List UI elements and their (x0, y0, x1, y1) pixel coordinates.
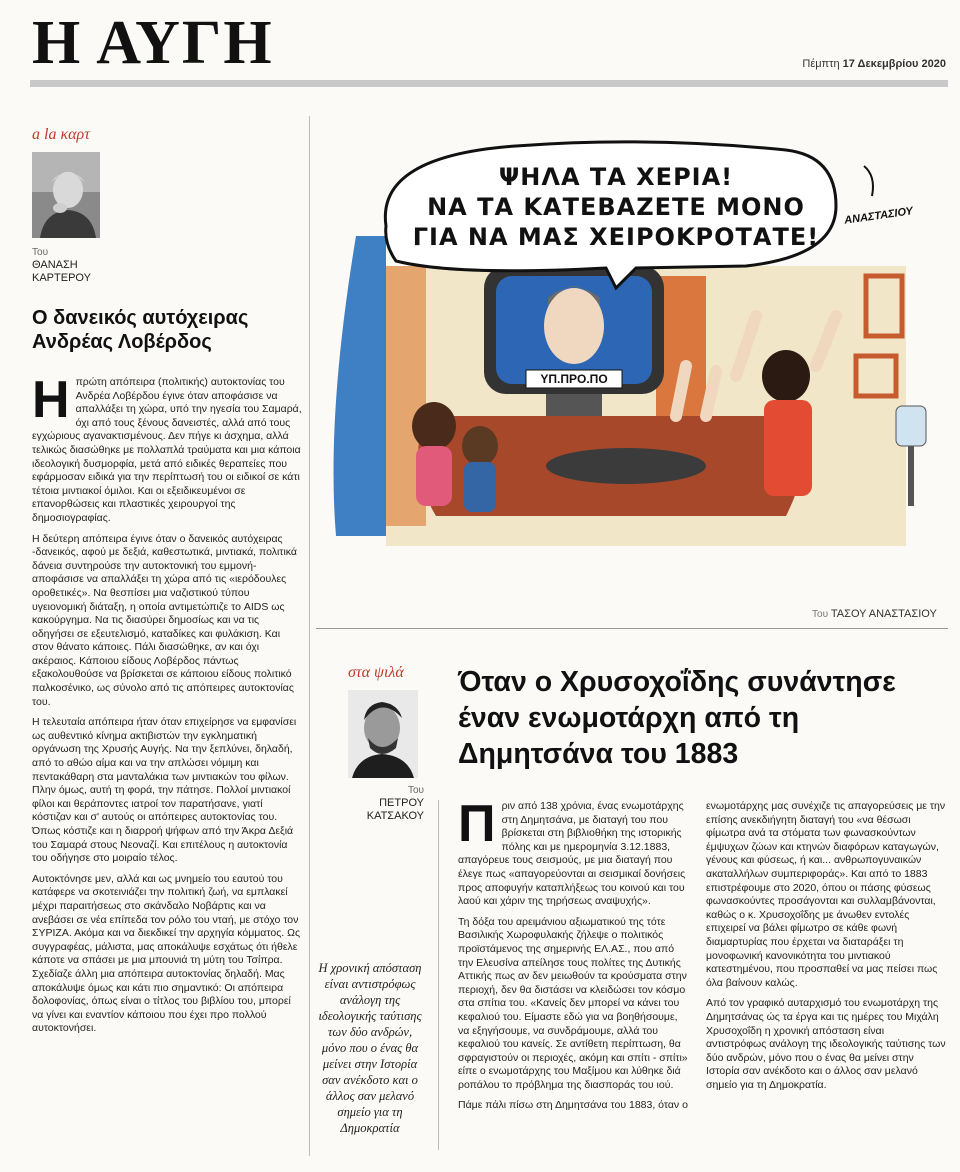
column-name-left: a la καρτ (32, 126, 90, 143)
masthead-rule (30, 80, 948, 87)
paragraph-text: πρώτη απόπειρα (πολιτικής) αυτοκτονίας του Ανδρέα Λοβέρδου έγινε όταν αποφάσισε να απαλλάξει τη χώρα, υπό την ηγεσία του Σαμαρά, όχι από τους ξένους δανειστές, αλλά από τους εγχώριους αγανακτισμένους. Δεν πήγε κι άσχημα, αλλά τελικώς διασώθηκε με πολλαπλά τραύματα και μια κάποια ιδεολογική δυσμορφία, μετά από ειδικές θεραπείες που εφάρμοσαν ειδικά για την περίπτωσή του οι ειδικοί σε κάτι τέτοια μιντιακοί όμιλοι. Και οι εξειδικευμένοι σε επανορθώσεις και πλαστικές χειρουργοί της δημοσιογραφίας. (32, 376, 302, 524)
cartoon-credit (812, 608, 937, 620)
paragraph: Η δεύτερη απόπειρα έγινε όταν ο δανεικός αυτόχειρας -δανεικός, αφού με δεξιά, καθεστωτικά, μιντιακά, πολιτικά δάνεια συντηρούσε την αυτοκτονική του εμμονή- αποφάσισε να απαλλάξει τη χώρα από τις «ιερόδουλες οροθετικές». Να θεσπίσει μια ναζιστικού τύπου υγειονομική διάταξη, η οποία αντιμετώπιζε το AIDS ως κακούργημα. Να τις διασύρει δημοσίως και να τις οδηγήσει σε εξευτελισμό, καταδίκες και φυλάκιση. Και στον θάνατο κάποιες. Πάλι διασώθηκε, αν και όχι ακέραιος. Κάποιου είδους Λοβέρδος πάντως εξακολουθούσε να βρίσκεται σε κάποιου είδους πολιτικό παλκοσένικο, ως σύνολο από τις απόπειρες αυτοκτονίας του. (32, 532, 297, 708)
paragraph: ενωμοτάρχης μας συνέχιζε τις απαγορεύσεις με την επίσης ανεκδιήγητη διαταγή του «να θέσωσι φίμωτρα ανά τα στόματα των φωνασκούντων έμψυχων ζώων και κτηνών διαφόρων καταγωγών, γένους και φύσεως, ή και... ανθρωπογυναικών ακαταλλήλων συμπεριφοράς». Και από το 1883 επιστρέφουμε στο 2020, όπου οι πάσης φύσεως φωνασκούντες προσάγονται και συλλαμβάνονται, καθώς ο κ. Χρυσοχοΐδης με άνωθεν εντολές επιχειρεί να βάλει φίμωτρο σε κάθε φωνή διαμαρτυρίας που έρχεται να διαταράξει τη μονοφωνική κανονικότητα του μιντιακού κατεστημένου, που προσπαθεί να μας πείσει πως όλα βαίνουν καλώς. (706, 800, 946, 989)
author-photo-kartero (32, 152, 100, 238)
author-portrait-icon (348, 690, 418, 778)
byline-prefix: Του (407, 785, 424, 796)
issue-date (802, 58, 946, 70)
headline-main: Όταν ο Χρυσοχοΐδης συνάντησε έναν ενωμοτάρχη από τη Δημητσάνα του 1883 (458, 666, 896, 770)
cartoonist-signature: ΑΝΑΣΤΑΣΙΟΥ (843, 205, 914, 227)
speech-line: ΓΙΑ ΝΑ ΜΑΣ ΧΕΙΡΟΚΡΟΤΑΤΕ! (412, 223, 820, 251)
speech-line: ΝΑ ΤΑ ΚΑΤΕΒΑΖΕΤΕ ΜΟΝΟ (427, 193, 805, 221)
pull-quote: Η χρονική απόσταση είναι αντιστρόφως ανάλογη της ιδεολογικής ταύτισης των δύο ανδρών, μόνο που ο ένας θα μείνει στην Ιστορία σαν ανέκδοτο και ο άλλος σαν μελανό σημείο για τη Δημοκρατία (318, 961, 422, 1135)
drop-cap: Η (32, 371, 70, 429)
author-name: ΠΕΤΡΟΥ ΚΑΤΣΑΚΟΥ (366, 797, 424, 822)
article-body-col1 (458, 795, 688, 1120)
paragraph: Τη δόξα του αρειμάνιου αξιωματικού της τότε Βασιλικής Χωροφυλακής ζήλεψε ο πολιτικός προϊστάμενος της σημερινής ΕΛ.ΑΣ., που από την Ελευσίνα απείλησε τους πολίτες της Δυτικής Αττικής πως αν δεν μειωθούν τα κρούσματα στην περιοχή, δεν θα διστάσει να κλειδώσει τον κόσμο στα σπίτια του. «Κανείς δεν μπορεί να κάνει του κεφαλιού του. Είμαστε εδώ για να βοηθήσουμε, να εξηγήσουμε, να συνδράμουμε, αλλά του κεφαλιού του κανείς. Σε αντίθετη περίπτωση, θα σφραγιστούν οι περιοχές, ακόμη και σπίτι - σπίτι» είπε ο ενωμοτάρχης του Μαξίμου και λύθηκε διά ροπάλου το πρόβλημα της διασποράς του ιού. (458, 915, 688, 1091)
issue-date-day: Πέμπτη (802, 58, 843, 70)
political-cartoon (316, 116, 948, 596)
column-divider (438, 800, 439, 1150)
column-name-right: στα ψιλά (348, 664, 404, 681)
author-name: ΘΑΝΑΣΗ ΚΑΡΤΕΡΟΥ (32, 259, 91, 284)
byline-left (32, 246, 132, 285)
tv-caption: ΥΠ.ΠΡΟ.ΠΟ (540, 372, 608, 386)
paragraph: Πάμε πάλι πίσω στη Δημητσάνα του 1883, όταν ο (458, 1099, 688, 1112)
paragraph: Από τον γραφικό αυταρχισμό του ενωμοτάρχη της Δημητσάνας ώς τα έργα και τις ημέρες του Μιχάλη Χρυσοχοΐδη η χρονική απόσταση είναι αντιστρόφως ανάλογη της ιδεολογικής ταύτισης των δύο ανδρών, μόνο που ο ένας θα μείνει στην Ιστορία σαν ανέκδοτο και ο άλλος σαν μελανό σημείο για τη Δημοκρατία. (706, 997, 946, 1091)
article-body-left (32, 371, 302, 1043)
speech-bubble-text (406, 162, 826, 252)
speech-line: ΨΗΛΑ ΤΑ ΧΕΡΙΑ! (498, 163, 734, 191)
paragraph (458, 795, 688, 909)
headline-left: Ο δανεικός αυτόχειρας Ανδρέας Λοβέρδος (32, 307, 249, 353)
paragraph-text: ριν από 138 χρόνια, ένας ενωμοτάρχης στη Δημητσάνα, με διαταγή του που βρίσκεται στη βιβλιοθήκη της ιστορικής πόλης και με ημερομηνία 3.12.1883, απαγόρευε τους σεισμούς, με μια διαταγή που έλεγε πως «απαγορεύονται αι σεισμικαί δονήσεις προς αποφυγήν καταπλήξεως του κοινού και του λαού και χάριν της τηρήσεως αναψυχής». (458, 800, 686, 908)
paragraph: Αυτοκτόνησε μεν, αλλά και ως μνημείο του εαυτού του κατάφερε να σκοτεινιάζει την πολιτική ζωή, να εμπλακεί μέχρι παραιτήσεως στο σκάνδαλο Νοβάρτις και να ανεβάσει σε νέα επίπεδα τον ρόλο του νταή, με στόχο τον ΣΥΡΙΖΑ. Ακόμα και να διεκδικεί την αρχηγία κόμματος. Ως συγγραφέας, μάλιστα, μας αποκάλυψε εσχάτως ότι ήθελε κάποτε να σπάσει με μια μπουνιά τη μύτη του Τσίπρα. Σχεδίαζε άλλη μια απόπειρα αυτοκτονίας δηλαδή. Μας αποκάλυψε όμως και κάτι πιο σημαντικό: Οι απόπειρα δολοφονίας, όπως είναι ο τίτλος του βιβλίου του, μπορεί να γίνει και εναντίον κάποιου που έχει προ πολλού αυτοκτονήσει. (32, 872, 301, 1035)
credit-name: ΤΑΣΟΥ ΑΝΑΣΤΑΣΙΟΥ (830, 608, 937, 620)
byline-prefix: Του (32, 247, 49, 258)
author-photo-katsakos (348, 690, 418, 778)
newspaper-masthead: Η ΑΥΓΗ (32, 9, 274, 77)
article-body-col2 (706, 800, 946, 1099)
paragraph (32, 371, 302, 526)
author-portrait-icon (32, 152, 100, 238)
byline-right (348, 784, 424, 823)
section-rule (316, 628, 948, 629)
issue-date-full: 17 Δεκεμβρίου 2020 (842, 58, 946, 70)
paragraph: Η τελευταία απόπειρα ήταν όταν επιχείρησε να εμφανίσει ως αυθεντικό κίνημα ακτιβιστών την εγκληματική οργάνωση της Χρυσής Αυγής. Να την ξεπλύνει, δηλαδή, από το αθώο αίμα και να την απλώσει νόμιμη και πεντακάθαρη στα μανταλάκια των μιντιακών του φίλων. Πλην όμως, αυτή τη φορά, την πάτησε. Πολλοί μιντιακοί φίλοι και θεράποντες ιατροί τον παρατήσανε, γιατί κόστιζαν και σ' αυτούς οι απόπειρες αυτοκτονίας του. Όπως κόστιζε και η διαρροή ψήφων από την Άκρα Δεξιά του Σαμαρά στους Νεοναζί. Και επιτέλους η αυτοκτονία του οδήγησε στο μοιραίο τέλος. (32, 716, 297, 865)
credit-prefix: Του (812, 609, 829, 620)
column-divider (309, 116, 310, 1156)
drop-cap: Π (458, 795, 496, 853)
